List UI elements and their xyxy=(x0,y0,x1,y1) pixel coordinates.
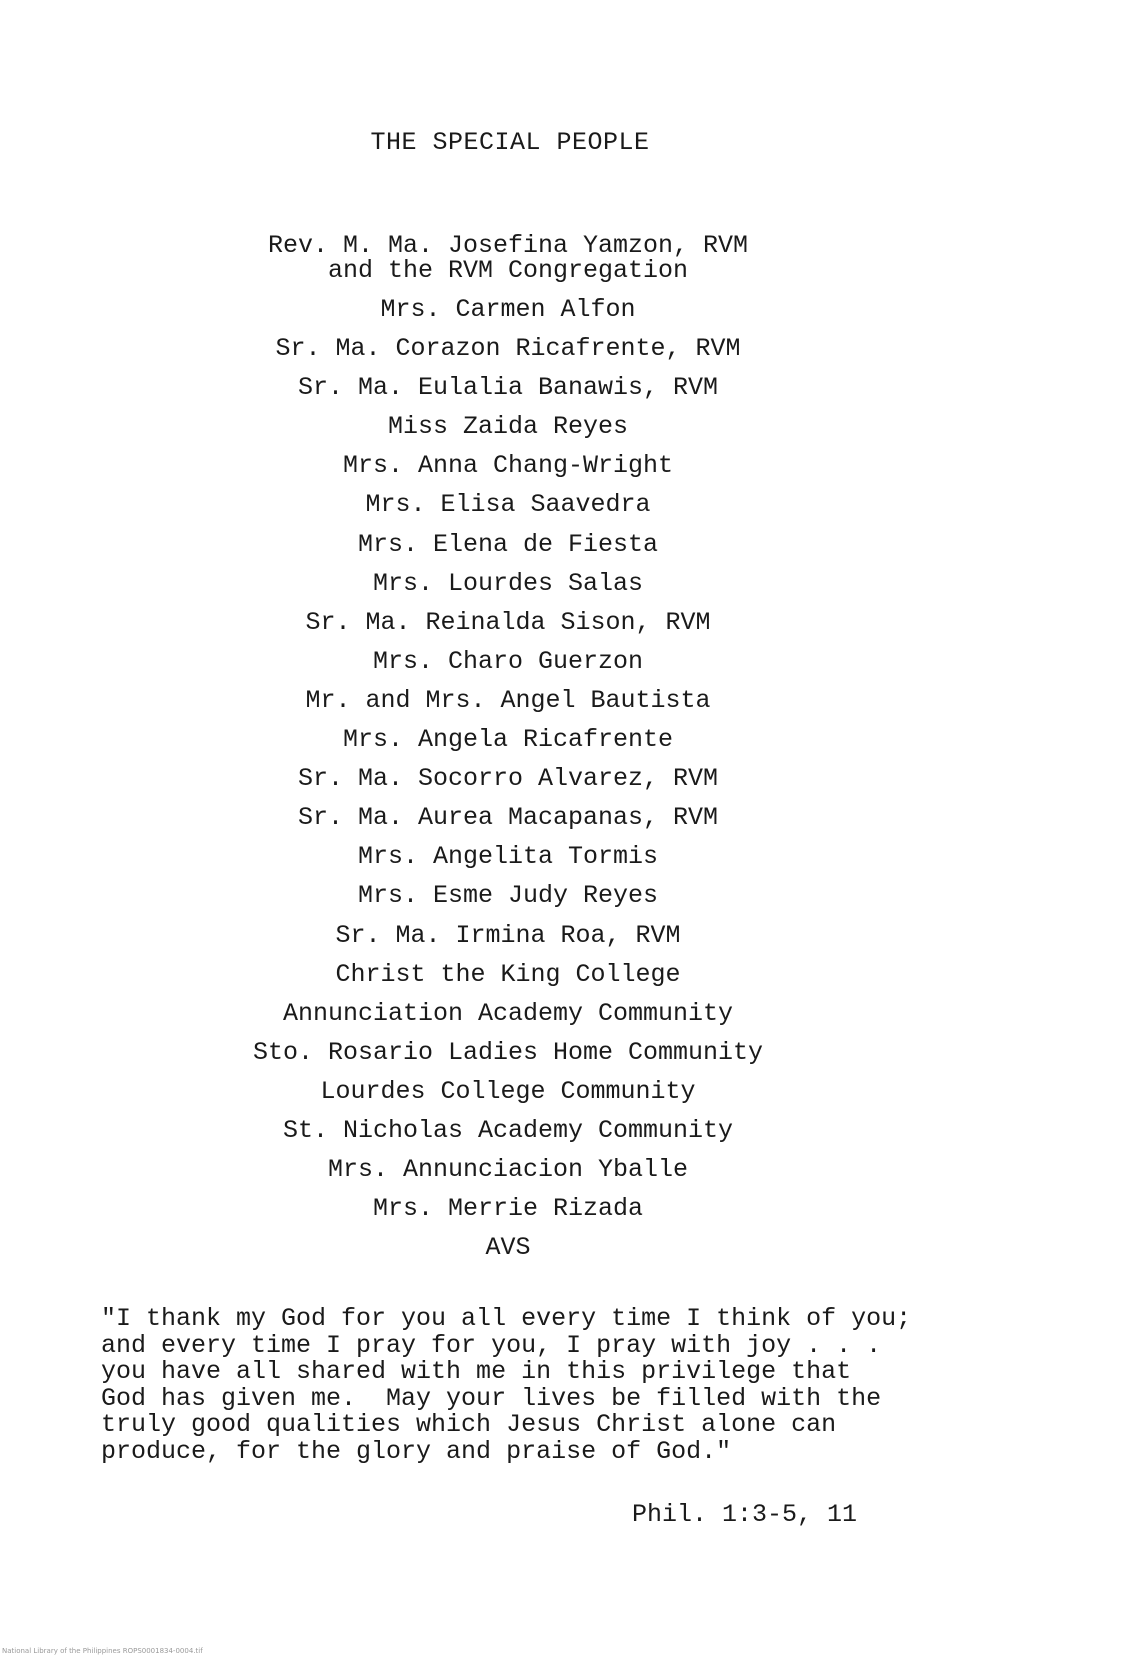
scripture-quote xyxy=(101,1306,1001,1465)
list-item: Mrs. Carmen Alfon xyxy=(380,295,636,324)
list-item: Christ the King College xyxy=(335,959,681,989)
list-item: Mrs. Elisa Saavedra xyxy=(365,490,651,520)
list-item: Sto. Rosario Ladies Home Community xyxy=(252,1037,764,1067)
quote-line: "I thank my God for you all every time I think of you; xyxy=(101,1304,912,1333)
list-item: St. Nicholas Academy Community xyxy=(282,1115,734,1145)
list-item: Annunciation Academy Community xyxy=(282,998,734,1028)
list-item: Mrs. Anna Chang-Wright xyxy=(342,451,674,481)
list-item: Mr. and Mrs. Angel Bautista xyxy=(305,685,711,715)
list-item: Mrs. Angela Ricafrente xyxy=(342,725,674,755)
quote-line: and every time I pray for you, I pray with joy . . . xyxy=(101,1330,882,1360)
list-item: Lourdes College Community xyxy=(320,1076,696,1106)
list-item: Sr. Ma. Socorro Alvarez, RVM xyxy=(297,764,719,794)
scripture-citation: Phil. 1:3-5, 11 xyxy=(632,1500,858,1529)
list-item: Mrs. Elena de Fiesta xyxy=(357,529,659,559)
signature-initials: AVS xyxy=(485,1233,531,1263)
list-item-first xyxy=(0,233,1016,283)
first-entry-line2: and the RVM Congregation xyxy=(327,256,689,285)
quote-line: God has given me. May your lives be filled with the xyxy=(101,1383,882,1413)
quote-line: truly good qualities which Jesus Christ alone can xyxy=(101,1410,837,1439)
list-item: Mrs. Angelita Tormis xyxy=(357,842,659,872)
quote-line: produce, for the glory and praise of God." xyxy=(101,1436,732,1466)
list-item: Miss Zaida Reyes xyxy=(387,412,629,442)
first-entry-line1: Rev. M. Ma. Josefina Yamzon, RVM xyxy=(267,231,749,260)
list-item: Mrs. Merrie Rizada xyxy=(372,1194,644,1224)
list-item: Mrs. Annunciacion Yballe xyxy=(327,1155,689,1185)
list-item: Sr. Ma. Aurea Macapanas, RVM xyxy=(297,803,719,833)
list-item: Mrs. Esme Judy Reyes xyxy=(357,881,659,911)
list-item: Sr. Ma. Irmina Roa, RVM xyxy=(335,920,681,950)
list-item: Mrs. Lourdes Salas xyxy=(372,568,644,598)
names-container xyxy=(0,297,1016,1235)
list-item: Mrs. Charo Guerzon xyxy=(372,646,644,676)
list-item: Sr. Ma. Eulalia Banawis, RVM xyxy=(297,373,719,403)
page-title: THE SPECIAL PEOPLE xyxy=(370,128,650,157)
quote-line: you have all shared with me in this privilege that xyxy=(101,1357,852,1386)
acknowledgment-list xyxy=(0,233,1016,1265)
list-item: Sr. Ma. Corazon Ricafrente, RVM xyxy=(275,334,741,364)
list-item: Sr. Ma. Reinalda Sison, RVM xyxy=(305,607,711,637)
archive-footer: National Library of the Philippines ROPS0001834-0004.tif xyxy=(2,1647,203,1655)
